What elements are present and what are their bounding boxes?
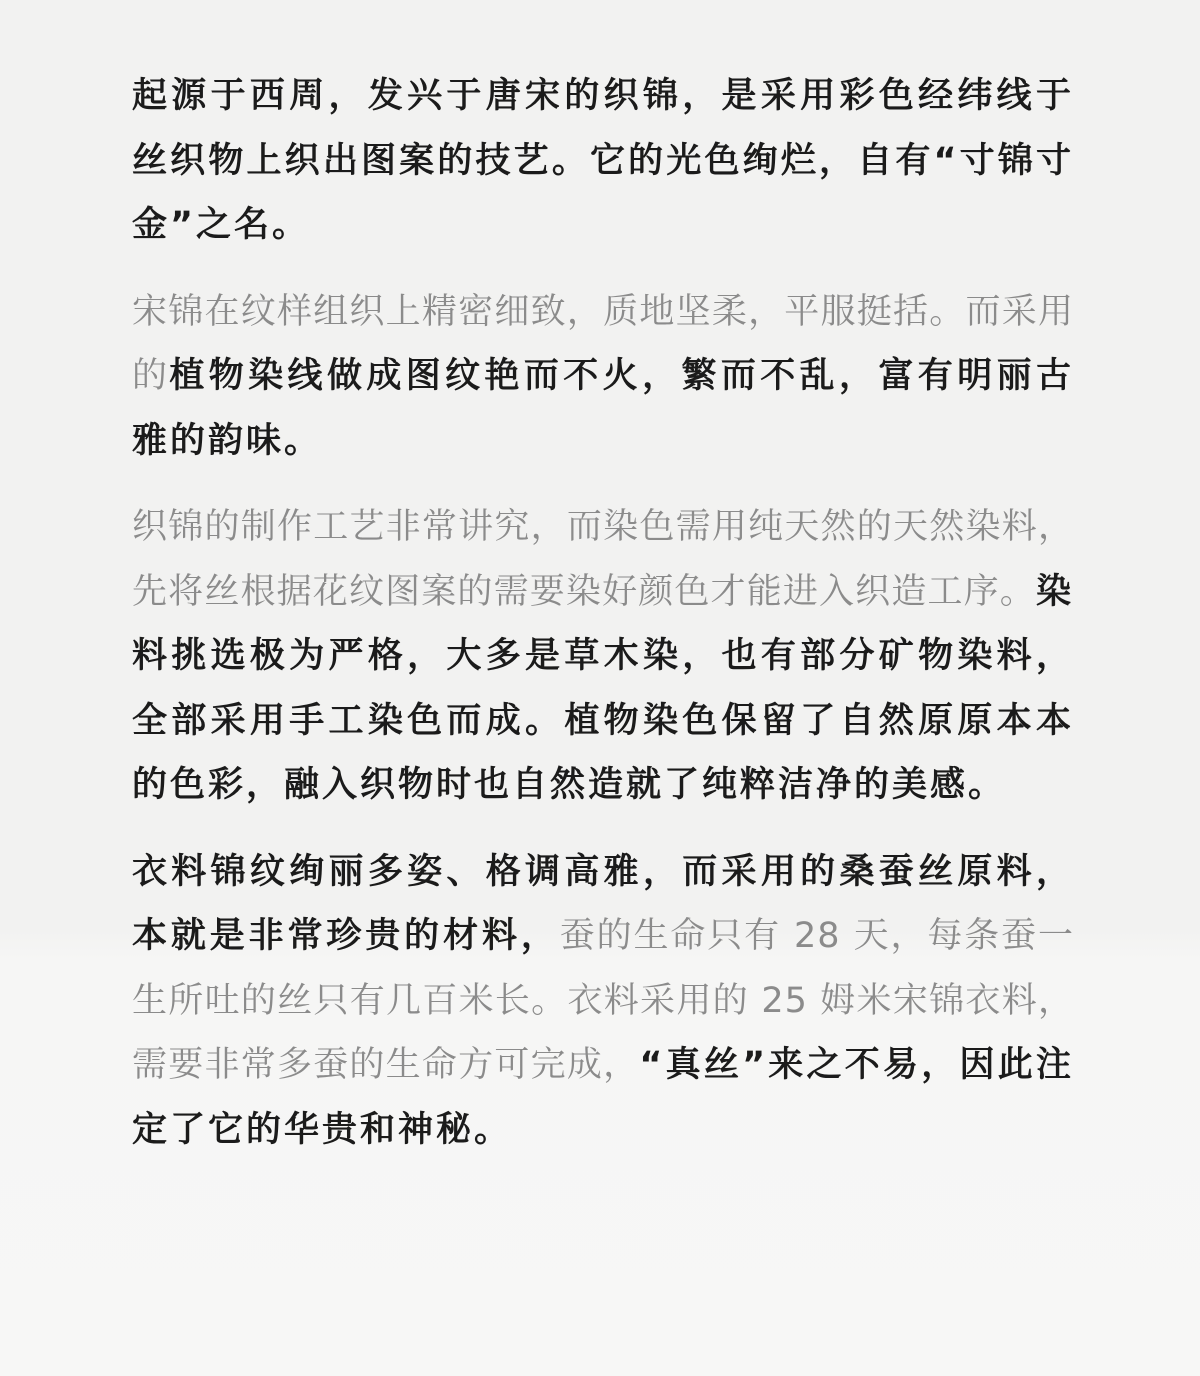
real-silk-text: “真丝”来之不易，因此注定了它的华贵和神秘。 xyxy=(132,1045,1074,1150)
origin-text: 起源于西周，发兴于唐宋的织锦，是采用彩色经纬线于丝织物上织出图案的技艺。它的光色绚烂，自有“寸锦寸金”之名。 xyxy=(132,76,1074,245)
paragraph-silk xyxy=(132,840,1074,1163)
silk-material-text: 衣料锦纹绚丽多姿、格调高雅，而采用的桑蚕丝原料，本就是非常珍贵的材料， xyxy=(132,851,1074,956)
paragraph-craft xyxy=(132,495,1074,818)
article-body xyxy=(132,64,1074,1162)
craft-text: 织锦的制作工艺非常讲究，而染色需用纯天然的天然染料，先将丝根据花纹图案的需要染好颜色才能进入织造工序。 xyxy=(132,507,1074,612)
paragraph-origin xyxy=(132,64,1074,258)
song-brocade-text: 宋锦在纹样组织上精密细致，质地坚柔，平服挺括。而采用的 xyxy=(132,291,1074,396)
dye-selection-text: 染料挑选极为严格，大多是草木染，也有部分矿物染料，全部采用手工染色而成。植物染色保留了自然原原本本的色彩，融入织物时也自然造就了纯粹洁净的美感。 xyxy=(132,571,1074,805)
plant-dye-text: 植物染线做成图纹艳而不火，繁而不乱，富有明丽古雅的韵味。 xyxy=(132,356,1074,461)
paragraph-song-brocade xyxy=(132,280,1074,474)
silkworm-life-text: 蚕的生命只有 28 天，每条蚕一生所吐的丝只有几百米长。衣料采用的 25 姆米宋锦衣料，需要非常多蚕的生命方可完成， xyxy=(132,916,1074,1085)
